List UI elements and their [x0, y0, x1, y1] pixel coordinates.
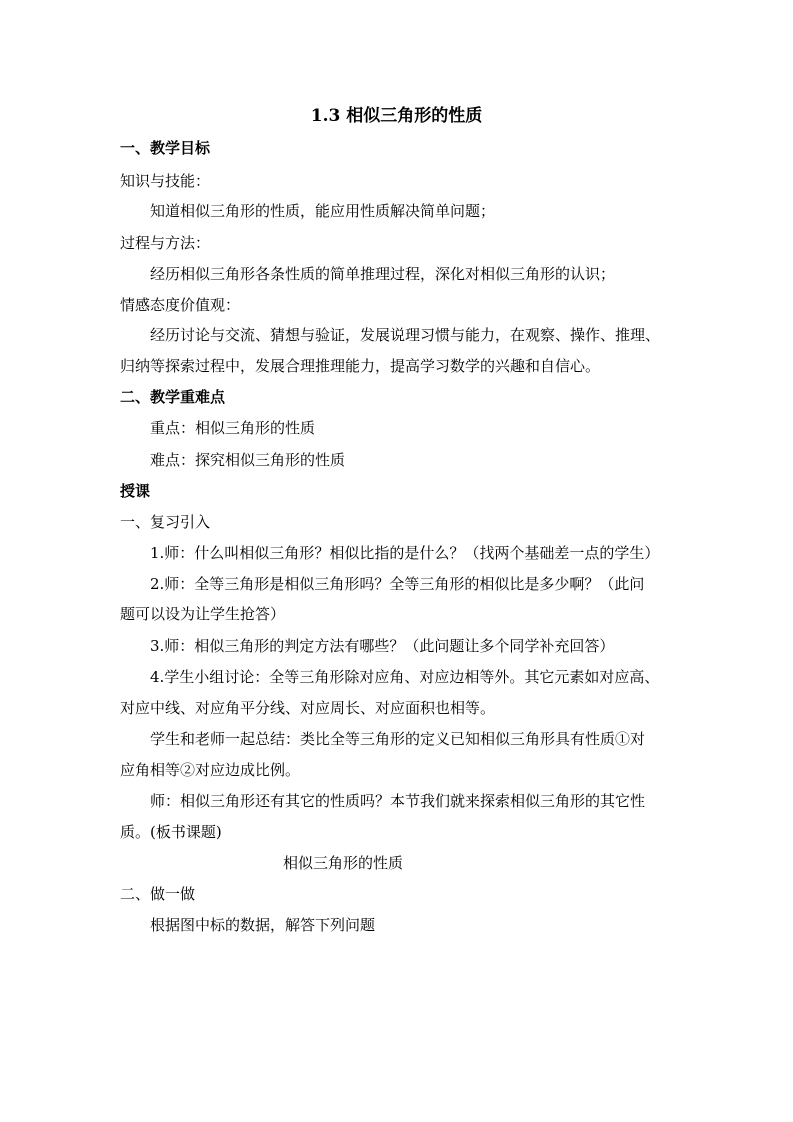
section-heading-key-difficult: 二、教学重难点: [120, 388, 226, 406]
text-question-2-line-2: 题可以设为让学生抢答）: [120, 605, 286, 623]
section-heading-lecture: 授课: [120, 482, 151, 500]
text-do-it: 根据图中标的数据，解答下列问题: [150, 916, 376, 934]
text-summary-line-1: 学生和老师一起总结：类比全等三角形的定义已知相似三角形具有性质①对: [150, 730, 646, 748]
text-emotion-values-1: 经历讨论与交流、猜想与验证，发展说理习惯与能力，在观察、操作、推理、: [150, 326, 661, 344]
text-question-4-line-1: 4.学生小组讨论：全等三角形除对应角、对应边相等外。其它元素如对应高、: [150, 668, 660, 686]
subheading-review: 一、复习引入: [120, 513, 211, 531]
label-knowledge-skills: 知识与技能：: [120, 172, 211, 190]
text-difficult-point: 难点：探究相似三角形的性质: [150, 451, 346, 469]
label-emotion-values: 情感态度价值观：: [120, 296, 241, 314]
text-summary-line-2: 应角相等②对应边成比例。: [120, 761, 301, 779]
text-emotion-values-2: 归纳等探索过程中，发展合理推理能力，提高学习数学的兴趣和自信心。: [120, 357, 601, 375]
text-teacher-line-1: 师：相似三角形还有其它的性质吗？本节我们就来探索相似三角形的其它性: [150, 792, 646, 810]
text-knowledge-skills: 知道相似三角形的性质，能应用性质解决简单问题；: [150, 202, 496, 220]
text-question-4-line-2: 对应中线、对应角平分线、对应周长、对应面积也相等。: [120, 699, 496, 717]
text-teacher-line-2: 质。(板书课题): [120, 823, 222, 841]
text-question-3: 3.师：相似三角形的判定方法有哪些？（此问题让多个同学补充回答）: [150, 637, 615, 655]
board-title: 相似三角形的性质: [282, 854, 403, 872]
text-question-2-line-1: 2.师：全等三角形是相似三角形吗？全等三角形的相似比是多少啊？（此问: [150, 575, 645, 593]
text-key-point: 重点：相似三角形的性质: [150, 419, 316, 437]
label-process-method: 过程与方法：: [120, 234, 211, 252]
subheading-do-it: 二、做一做: [120, 885, 196, 903]
text-process-method: 经历相似三角形各条性质的简单推理过程，深化对相似三角形的认识；: [150, 265, 616, 283]
section-heading-teaching-goals: 一、教学目标: [120, 139, 211, 157]
document-title: 1.3 相似三角形的性质: [310, 106, 483, 126]
text-question-1: 1.师：什么叫相似三角形？相似比指的是什么？（找两个基础差一点的学生）: [150, 544, 660, 562]
